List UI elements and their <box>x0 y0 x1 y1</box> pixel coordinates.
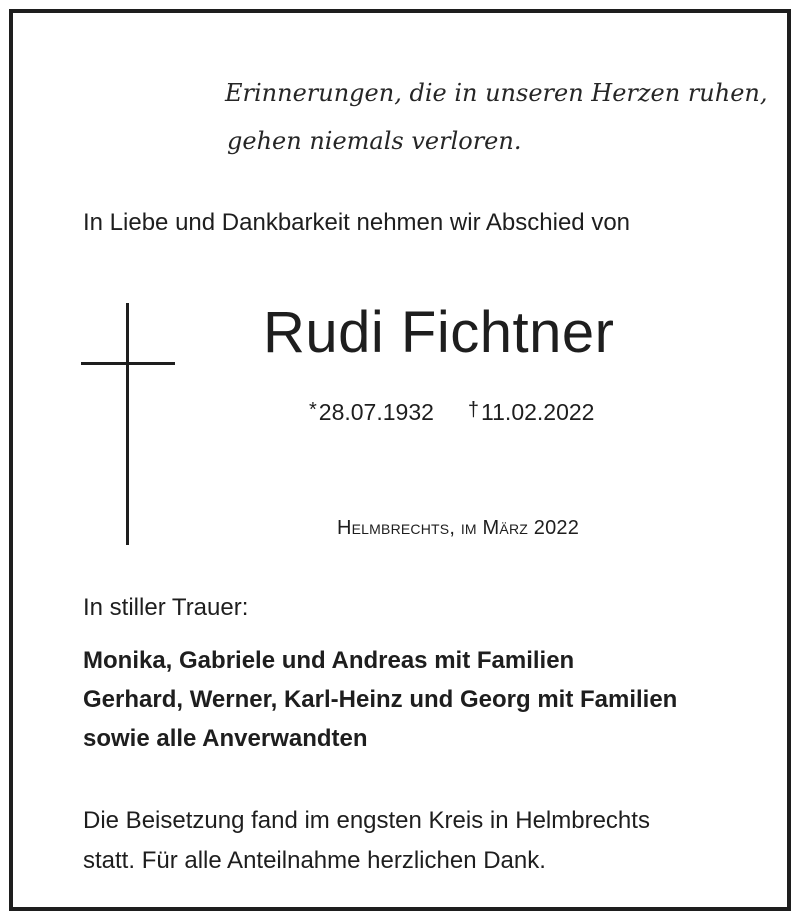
closing-line-2: statt. Für alle Anteilnahme herzlichen Dank. <box>83 847 546 874</box>
motto-quote <box>225 69 768 165</box>
cross-icon <box>81 303 175 545</box>
cross-vertical-bar <box>126 303 129 545</box>
life-dates <box>309 393 594 429</box>
mourning-label: In stiller Trauer: <box>83 594 249 621</box>
intro-text: In Liebe und Dankbarkeit nehmen wir Abschied von <box>83 209 631 236</box>
closing-note <box>83 801 650 881</box>
death-date: 11.02.2022 <box>481 399 595 425</box>
birth-date: 28.07.1932 <box>318 399 434 425</box>
closing-line-1: Die Beisetzung fand im engsten Kreis in Helmbrechts <box>83 807 650 834</box>
birth-star-icon: * <box>309 399 317 421</box>
mourners-line-3: sowie alle Anverwandten <box>83 725 368 752</box>
cross-horizontal-bar <box>81 362 175 365</box>
deceased-name: Rudi Fichtner <box>263 300 615 365</box>
mourners-list <box>83 641 677 758</box>
mourners-line-1: Monika, Gabriele und Andreas mit Familien <box>83 647 575 674</box>
mourners-line-2: Gerhard, Werner, Karl-Heinz und Georg mit Familien <box>83 686 678 713</box>
obituary-frame <box>9 9 791 911</box>
place-and-date: Helmbrechts, im März 2022 <box>337 517 580 539</box>
motto-line-2: gehen niemals verloren. <box>227 127 522 155</box>
death-dagger-icon: † <box>467 399 480 421</box>
motto-line-1: Erinnerungen, die in unseren Herzen ruhen, <box>225 79 768 107</box>
